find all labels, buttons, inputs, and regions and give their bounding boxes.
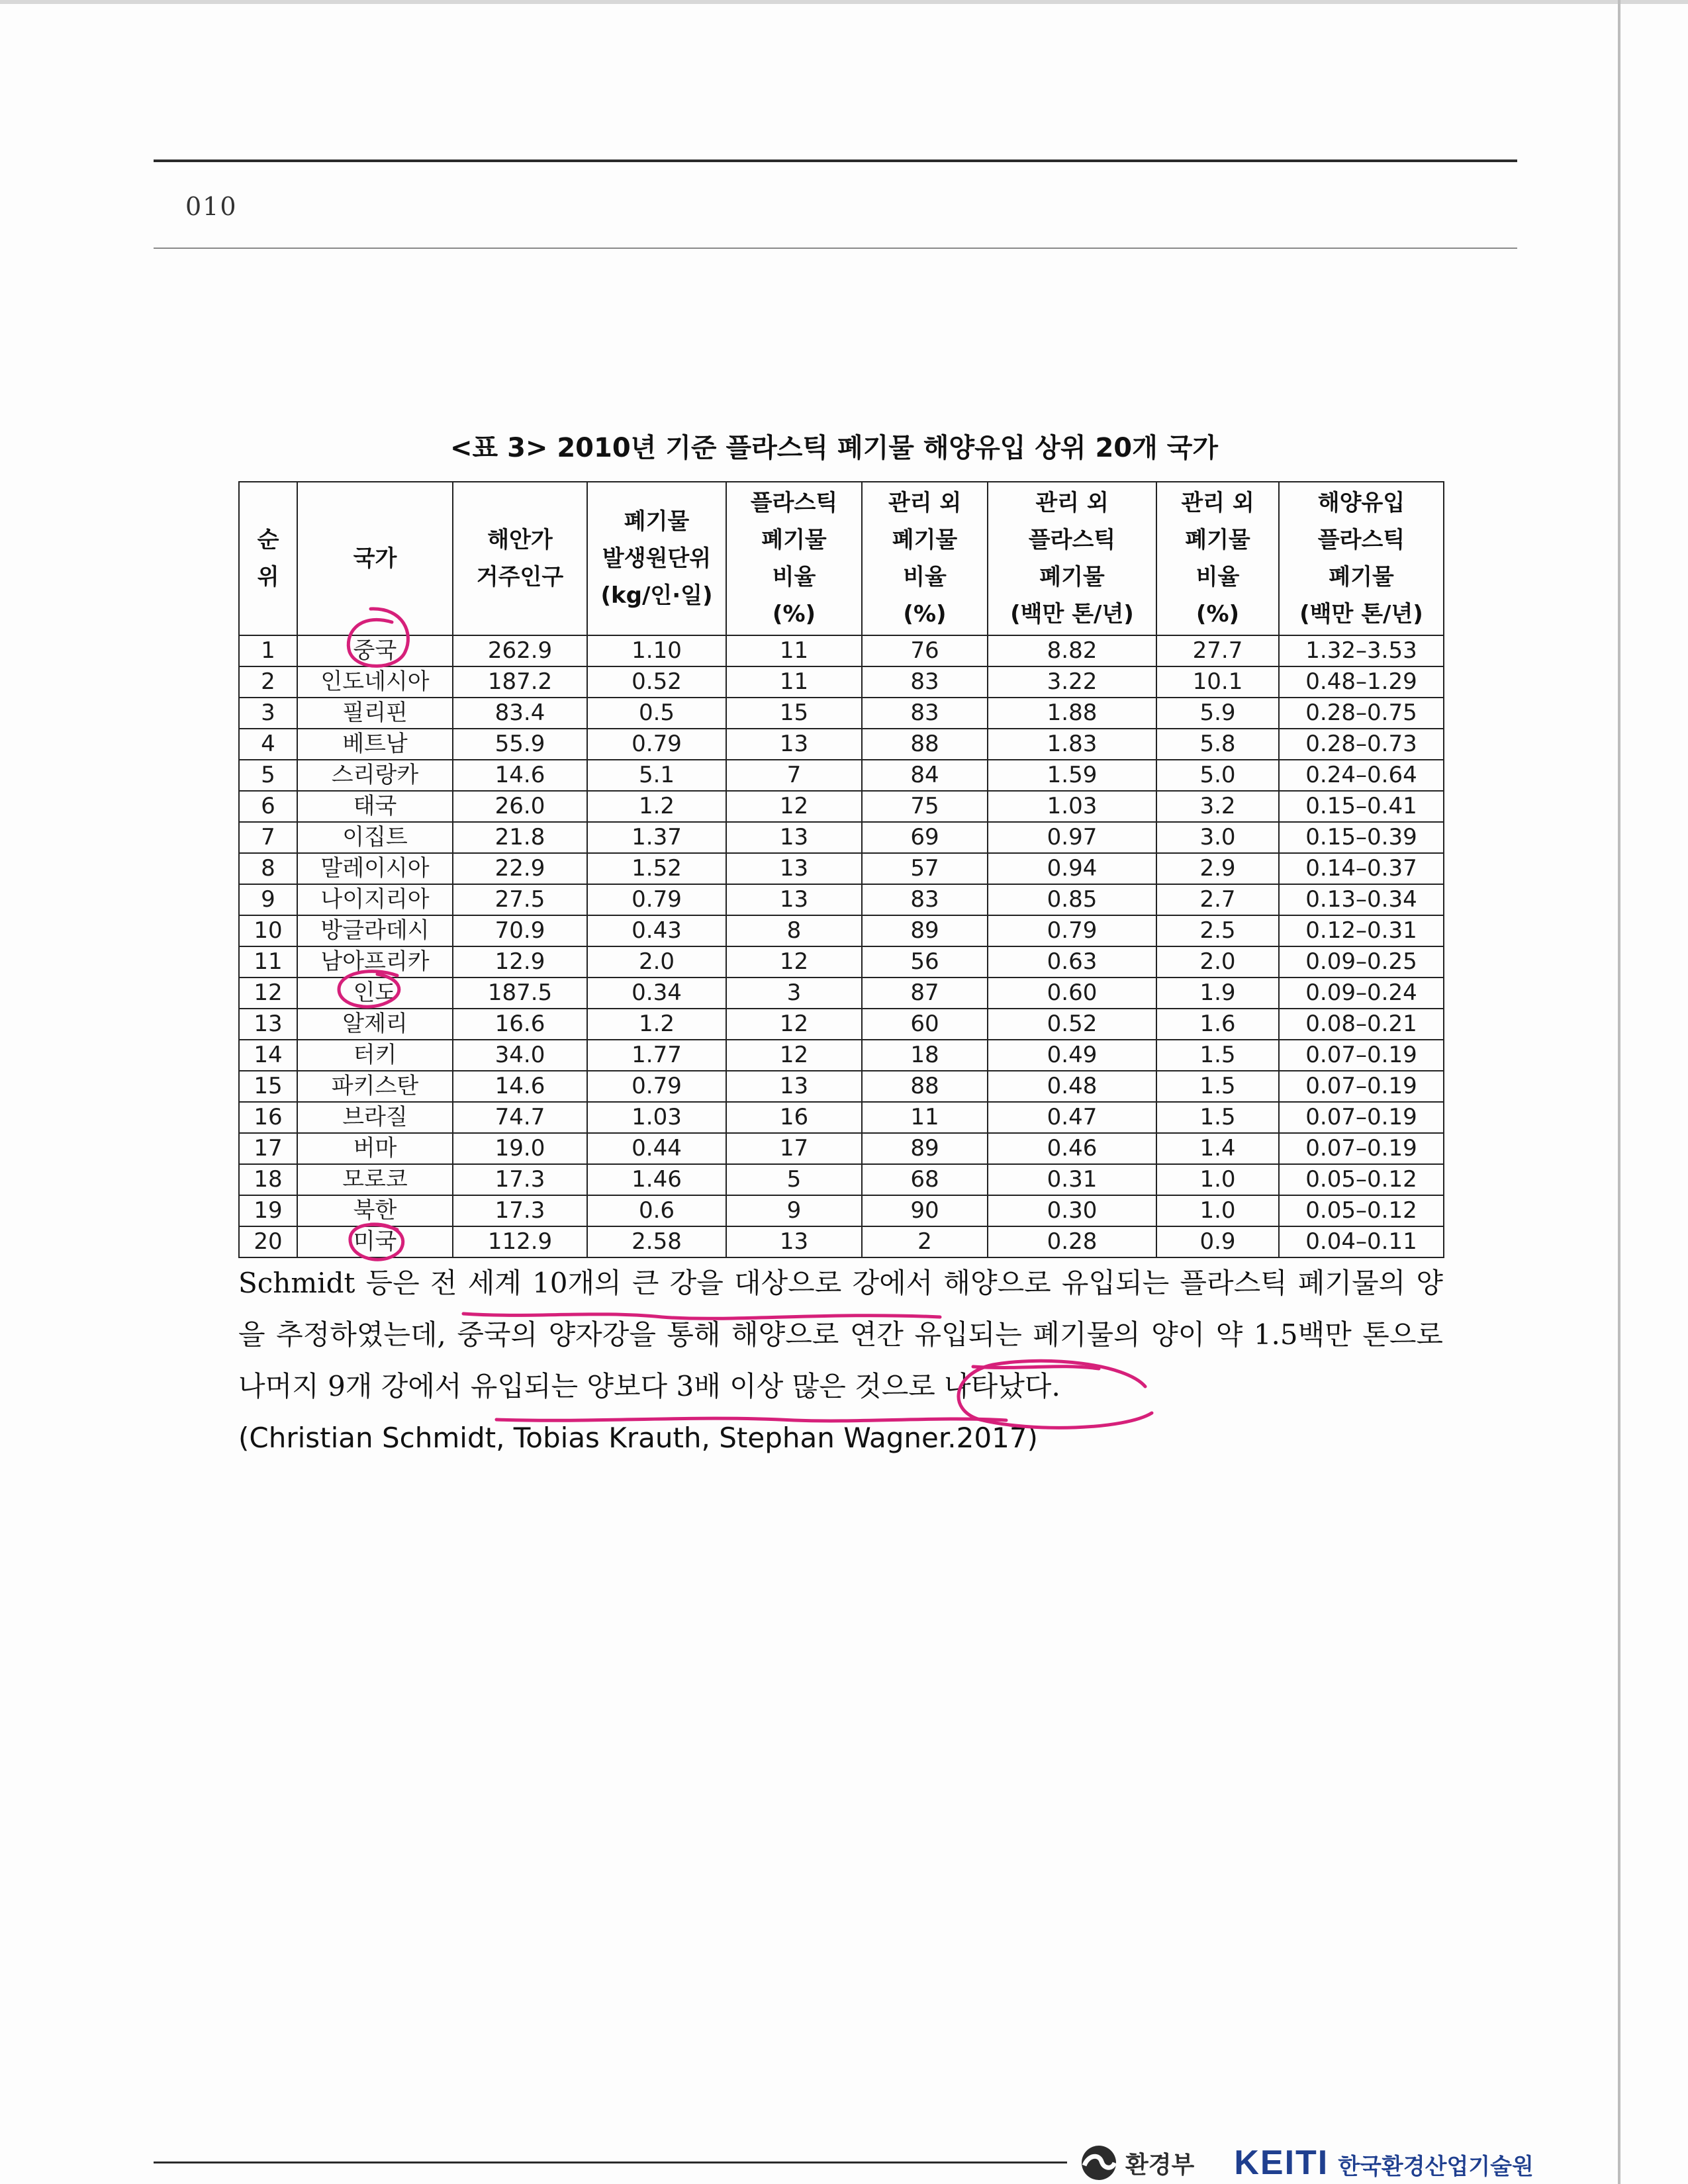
country-cell: 알제리 — [297, 1009, 453, 1040]
table-cell: 1.2 — [587, 1009, 726, 1040]
table-row — [239, 1226, 1444, 1257]
table-cell: 0.34 — [587, 978, 726, 1009]
table-cell: 1.83 — [988, 729, 1156, 760]
header-cell — [587, 482, 726, 635]
table-cell: 0.13–0.34 — [1279, 884, 1444, 915]
table-cell: 2.0 — [587, 946, 726, 978]
table-cell: 1.5 — [1156, 1102, 1279, 1133]
table-cell: 0.85 — [988, 884, 1156, 915]
table-cell: 18 — [862, 1040, 988, 1071]
table-cell: 2.0 — [1156, 946, 1279, 978]
table-row — [239, 1009, 1444, 1040]
table-cell: 0.44 — [587, 1133, 726, 1164]
table-cell: 2 — [862, 1226, 988, 1257]
header-line: 해양유입 — [1317, 490, 1405, 516]
header-cell — [1156, 482, 1279, 635]
header-line: 해안가 — [487, 527, 553, 553]
table-cell: 5.1 — [587, 760, 726, 791]
country-cell: 버마 — [297, 1133, 453, 1164]
table-cell: 69 — [862, 822, 988, 853]
country-cell: 태국 — [297, 791, 453, 822]
header-cell — [988, 482, 1156, 635]
table-cell: 1.4 — [1156, 1133, 1279, 1164]
header-subrule — [154, 248, 1517, 249]
table-cell: 90 — [862, 1195, 988, 1226]
country-cell: 베트남 — [297, 729, 453, 760]
table-cell: 18 — [239, 1164, 297, 1195]
table-cell: 0.04–0.11 — [1279, 1226, 1444, 1257]
table-cell: 0.12–0.31 — [1279, 915, 1444, 946]
table-row — [239, 1164, 1444, 1195]
table-cell: 13 — [726, 884, 862, 915]
table-row — [239, 1195, 1444, 1226]
table-cell: 187.5 — [453, 978, 587, 1009]
table-cell: 2.58 — [587, 1226, 726, 1257]
table-cell: 0.9 — [1156, 1226, 1279, 1257]
table-cell: 0.15–0.39 — [1279, 822, 1444, 853]
header-line: 발생원단위 — [602, 545, 712, 572]
table-cell: 8 — [726, 915, 862, 946]
country-cell: 이집트 — [297, 822, 453, 853]
table-cell: 12 — [239, 978, 297, 1009]
table-cell: 1.37 — [587, 822, 726, 853]
header-line: 폐기물 — [624, 508, 690, 535]
table-cell: 0.48–1.29 — [1279, 666, 1444, 698]
table-cell: 26.0 — [453, 791, 587, 822]
table-cell: 11 — [239, 946, 297, 978]
table-cell: 5.9 — [1156, 698, 1279, 729]
header-cell — [726, 482, 862, 635]
body-paragraph — [238, 1257, 1443, 1464]
header-line: 폐기물 — [892, 527, 958, 553]
table-cell: 0.43 — [587, 915, 726, 946]
table-cell: 2.9 — [1156, 853, 1279, 884]
table-cell: 0.07–0.19 — [1279, 1102, 1444, 1133]
page-edge — [1618, 0, 1620, 2184]
table-cell: 83 — [862, 698, 988, 729]
table-cell: 11 — [726, 666, 862, 698]
table-cell: 0.07–0.19 — [1279, 1133, 1444, 1164]
table-cell: 27.5 — [453, 884, 587, 915]
table-cell: 2.5 — [1156, 915, 1279, 946]
table-cell: 1.10 — [587, 635, 726, 666]
table-row — [239, 666, 1444, 698]
table-cell: 13 — [726, 853, 862, 884]
table-cell: 0.60 — [988, 978, 1156, 1009]
table-cell: 11 — [862, 1102, 988, 1133]
table-cell: 0.6 — [587, 1195, 726, 1226]
table-cell: 1.88 — [988, 698, 1156, 729]
table-row — [239, 1133, 1444, 1164]
country-cell: 터키 — [297, 1040, 453, 1071]
table-cell: 0.07–0.19 — [1279, 1040, 1444, 1071]
header-rule — [154, 159, 1517, 162]
ministry-emblem-icon — [1079, 2143, 1119, 2183]
table-cell: 16 — [726, 1102, 862, 1133]
table-cell: 13 — [726, 729, 862, 760]
table-cell: 16 — [239, 1102, 297, 1133]
header-line: 순 — [257, 527, 279, 553]
table-cell: 0.15–0.41 — [1279, 791, 1444, 822]
table-cell: 262.9 — [453, 635, 587, 666]
table-cell: 5 — [239, 760, 297, 791]
table-cell: 0.31 — [988, 1164, 1156, 1195]
table-row — [239, 946, 1444, 978]
table-row — [239, 853, 1444, 884]
table-cell: 6 — [239, 791, 297, 822]
table-cell: 3 — [726, 978, 862, 1009]
header-line: 플라스틱 — [1028, 527, 1116, 553]
plastic-waste-table — [238, 481, 1444, 1258]
table-cell: 1.9 — [1156, 978, 1279, 1009]
table-cell: 83.4 — [453, 698, 587, 729]
footer-rule — [154, 2161, 1067, 2163]
table-row — [239, 791, 1444, 822]
country-cell: 스리랑카 — [297, 760, 453, 791]
header-cell — [1279, 482, 1444, 635]
table-cell: 0.48 — [988, 1071, 1156, 1102]
table-cell: 75 — [862, 791, 988, 822]
header-line: 폐기물 — [1329, 564, 1394, 590]
country-cell: 미국 — [297, 1226, 453, 1257]
table-cell: 0.79 — [587, 884, 726, 915]
keiti-wordmark: KEITI — [1234, 2144, 1329, 2182]
table-title: <표 3> 2010년 기준 플라스틱 폐기물 해양유입 상위 20개 국가 — [450, 433, 1218, 463]
table-cell: 1 — [239, 635, 297, 666]
table-cell: 12 — [726, 1009, 862, 1040]
table-cell: 27.7 — [1156, 635, 1279, 666]
table-cell: 0.97 — [988, 822, 1156, 853]
header-cell — [297, 482, 453, 635]
table-cell: 70.9 — [453, 915, 587, 946]
table-cell: 1.5 — [1156, 1071, 1279, 1102]
table-cell: 10.1 — [1156, 666, 1279, 698]
table-cell: 83 — [862, 884, 988, 915]
table-cell: 55.9 — [453, 729, 587, 760]
table-cell: 12 — [726, 1040, 862, 1071]
table-row — [239, 822, 1444, 853]
table-cell: 74.7 — [453, 1102, 587, 1133]
header-line: (%) — [772, 601, 816, 627]
country-cell: 북한 — [297, 1195, 453, 1226]
header-line: 폐기물 — [1185, 527, 1250, 553]
table-row — [239, 915, 1444, 946]
table-cell: 15 — [726, 698, 862, 729]
citation: (Christian Schmidt, Tobias Krauth, Stephan Wagner.2017) — [238, 1422, 1038, 1454]
table-cell: 87 — [862, 978, 988, 1009]
header-cell — [862, 482, 988, 635]
table-cell: 12 — [726, 791, 862, 822]
table-cell: 14.6 — [453, 760, 587, 791]
table-cell: 7 — [726, 760, 862, 791]
table-cell: 0.79 — [988, 915, 1156, 946]
table-row — [239, 1102, 1444, 1133]
header-line: 플라스틱 — [750, 490, 838, 516]
table-cell: 0.47 — [988, 1102, 1156, 1133]
table-cell: 13 — [726, 822, 862, 853]
table-row — [239, 978, 1444, 1009]
header-line: (백만 톤/년) — [1010, 601, 1134, 627]
table-cell: 88 — [862, 729, 988, 760]
table-cell: 0.08–0.21 — [1279, 1009, 1444, 1040]
header-cell — [453, 482, 587, 635]
table-cell: 21.8 — [453, 822, 587, 853]
table-cell: 3.22 — [988, 666, 1156, 698]
table-cell: 3.0 — [1156, 822, 1279, 853]
table-cell: 1.0 — [1156, 1164, 1279, 1195]
table-cell: 20 — [239, 1226, 297, 1257]
country-cell: 모로코 — [297, 1164, 453, 1195]
table-cell: 2 — [239, 666, 297, 698]
table-cell: 89 — [862, 1133, 988, 1164]
header-line: 관리 외 — [888, 490, 962, 516]
table-cell: 112.9 — [453, 1226, 587, 1257]
table-cell: 8 — [239, 853, 297, 884]
country-cell: 남아프리카 — [297, 946, 453, 978]
table-cell: 17.3 — [453, 1195, 587, 1226]
table-cell: 0.5 — [587, 698, 726, 729]
table-cell: 0.09–0.25 — [1279, 946, 1444, 978]
table-cell: 1.03 — [587, 1102, 726, 1133]
ministry-logo — [1079, 2143, 1194, 2183]
table-cell: 1.5 — [1156, 1040, 1279, 1071]
table-cell: 1.0 — [1156, 1195, 1279, 1226]
table-cell: 9 — [239, 884, 297, 915]
table-cell: 17.3 — [453, 1164, 587, 1195]
table-cell: 11 — [726, 635, 862, 666]
table-cell: 12 — [726, 946, 862, 978]
table-cell: 83 — [862, 666, 988, 698]
header-line: 비율 — [1196, 564, 1240, 590]
table-cell: 0.09–0.24 — [1279, 978, 1444, 1009]
header-line: 비율 — [772, 564, 816, 590]
table-cell: 57 — [862, 853, 988, 884]
keiti-logo — [1234, 2143, 1534, 2183]
table-cell: 1.03 — [988, 791, 1156, 822]
table-cell: 17 — [726, 1133, 862, 1164]
table-cell: 10 — [239, 915, 297, 946]
table-cell: 0.28–0.73 — [1279, 729, 1444, 760]
table-cell: 12.9 — [453, 946, 587, 978]
table-cell: 0.05–0.12 — [1279, 1164, 1444, 1195]
table-cell: 76 — [862, 635, 988, 666]
header-line: 폐기물 — [761, 527, 827, 553]
table-cell: 13 — [726, 1071, 862, 1102]
table-row — [239, 635, 1444, 666]
table-cell: 0.07–0.19 — [1279, 1071, 1444, 1102]
table-cell: 0.63 — [988, 946, 1156, 978]
table-cell: 16.6 — [453, 1009, 587, 1040]
ministry-name: 환경부 — [1125, 2151, 1195, 2179]
table-cell: 84 — [862, 760, 988, 791]
table-cell: 5.8 — [1156, 729, 1279, 760]
header-line: (백만 톤/년) — [1299, 601, 1423, 627]
table-cell: 13 — [239, 1009, 297, 1040]
table-cell: 9 — [726, 1195, 862, 1226]
table-cell: 60 — [862, 1009, 988, 1040]
table-cell: 1.32–3.53 — [1279, 635, 1444, 666]
country-cell: 브라질 — [297, 1102, 453, 1133]
table-cell: 88 — [862, 1071, 988, 1102]
keiti-name: 한국환경산업기술원 — [1338, 2154, 1534, 2180]
table-cell: 3.2 — [1156, 791, 1279, 822]
country-cell: 파키스탄 — [297, 1071, 453, 1102]
table-cell: 1.59 — [988, 760, 1156, 791]
table-cell: 22.9 — [453, 853, 587, 884]
header-line: (kg/인·일) — [600, 582, 713, 609]
country-cell: 인도 — [297, 978, 453, 1009]
scan-edge — [0, 0, 1688, 4]
table-cell: 0.28 — [988, 1226, 1156, 1257]
table-cell: 5 — [726, 1164, 862, 1195]
table-cell: 0.14–0.37 — [1279, 853, 1444, 884]
table-cell: 0.28–0.75 — [1279, 698, 1444, 729]
header-line: 폐기물 — [1039, 564, 1105, 590]
table-cell: 0.24–0.64 — [1279, 760, 1444, 791]
paragraph-text: Schmidt 등은 전 세계 10개의 큰 강을 대상으로 강에서 해양으로 유입되는 플라스틱 폐기물의 양을 추정하였는데, 중국의 양자강을 통해 해양으로 연간 유입되는 폐기물의 양이 약 1.5백만 톤으로 나머지 9개 강에서 유입되는 양보다 3배 이상 많은 것으로 나타났다. — [238, 1267, 1443, 1402]
header-line: 플라스틱 — [1317, 527, 1405, 553]
header-line: 거주인구 — [476, 564, 564, 590]
table-cell: 34.0 — [453, 1040, 587, 1071]
country-cell: 말레이시아 — [297, 853, 453, 884]
table-cell: 5.0 — [1156, 760, 1279, 791]
header-line: 비율 — [903, 564, 947, 590]
table-cell: 15 — [239, 1071, 297, 1102]
table-row — [239, 1040, 1444, 1071]
table-row — [239, 884, 1444, 915]
table-row — [239, 729, 1444, 760]
table-header-row — [239, 482, 1444, 635]
table-cell: 56 — [862, 946, 988, 978]
table-cell: 2.7 — [1156, 884, 1279, 915]
footer-logos — [1079, 2142, 1534, 2184]
table-cell: 0.49 — [988, 1040, 1156, 1071]
table-row — [239, 698, 1444, 729]
header-cell — [239, 482, 297, 635]
country-cell: 중국 — [297, 635, 453, 666]
table-cell: 14.6 — [453, 1071, 587, 1102]
table-cell: 0.46 — [988, 1133, 1156, 1164]
page-number: 010 — [185, 192, 238, 221]
header-line: (%) — [903, 601, 947, 627]
table-cell: 19.0 — [453, 1133, 587, 1164]
header-line: 관리 외 — [1035, 490, 1109, 516]
table-cell: 0.52 — [587, 666, 726, 698]
table-row — [239, 1071, 1444, 1102]
table-cell: 1.2 — [587, 791, 726, 822]
table-cell: 0.79 — [587, 1071, 726, 1102]
table-cell: 3 — [239, 698, 297, 729]
table-cell: 0.79 — [587, 729, 726, 760]
country-cell: 인도네시아 — [297, 666, 453, 698]
country-cell: 방글라데시 — [297, 915, 453, 946]
header-line: 위 — [257, 564, 279, 590]
table-cell: 0.05–0.12 — [1279, 1195, 1444, 1226]
table-cell: 187.2 — [453, 666, 587, 698]
table-cell: 1.77 — [587, 1040, 726, 1071]
table-cell: 1.46 — [587, 1164, 726, 1195]
table-cell: 0.94 — [988, 853, 1156, 884]
table-cell: 13 — [726, 1226, 862, 1257]
table-cell: 1.6 — [1156, 1009, 1279, 1040]
table-cell: 68 — [862, 1164, 988, 1195]
header-line: 국가 — [353, 545, 397, 572]
header-line: (%) — [1196, 601, 1240, 627]
table-cell: 8.82 — [988, 635, 1156, 666]
table-cell: 1.52 — [587, 853, 726, 884]
table-body — [239, 635, 1444, 1257]
header-line: 관리 외 — [1181, 490, 1254, 516]
table-cell: 17 — [239, 1133, 297, 1164]
country-cell: 필리핀 — [297, 698, 453, 729]
table-row — [239, 760, 1444, 791]
table-cell: 14 — [239, 1040, 297, 1071]
table-cell: 0.52 — [988, 1009, 1156, 1040]
table-cell: 7 — [239, 822, 297, 853]
table-cell: 89 — [862, 915, 988, 946]
table-cell: 0.30 — [988, 1195, 1156, 1226]
country-cell: 나이지리아 — [297, 884, 453, 915]
table-cell: 19 — [239, 1195, 297, 1226]
table-cell: 4 — [239, 729, 297, 760]
